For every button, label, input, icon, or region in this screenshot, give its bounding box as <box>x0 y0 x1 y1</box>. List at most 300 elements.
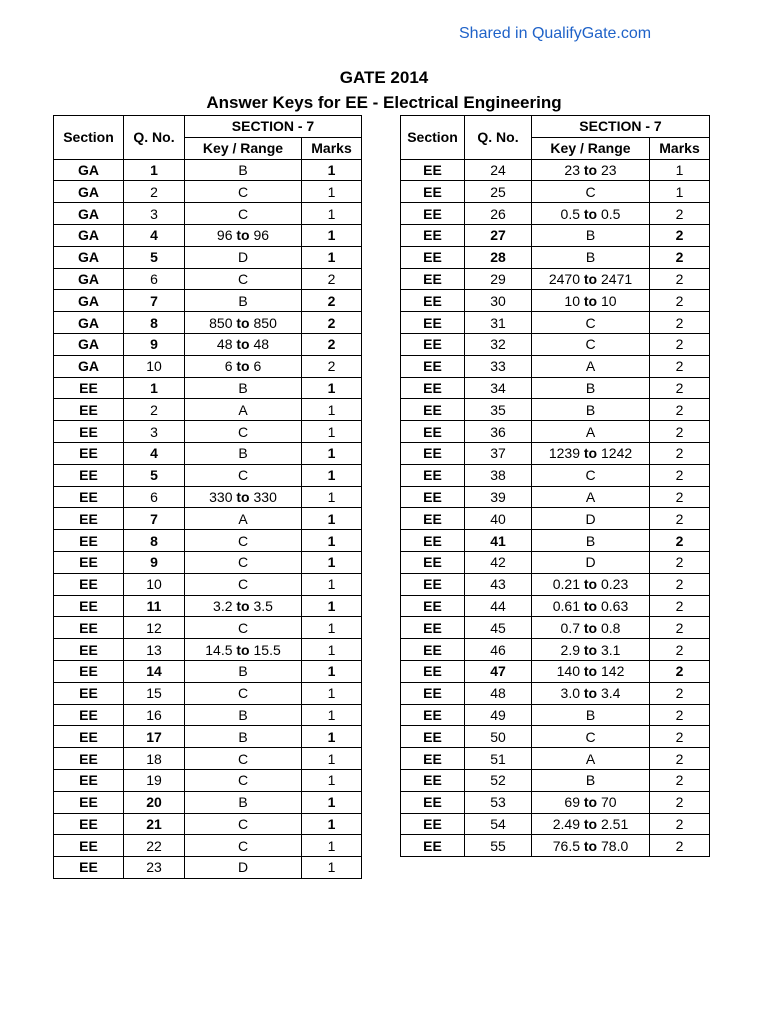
qno-cell: 14 <box>124 660 185 682</box>
qno-cell: 47 <box>465 660 532 682</box>
key-range-cell: C <box>185 530 302 552</box>
qno-cell: 24 <box>465 159 532 181</box>
key-range-cell: B <box>185 660 302 682</box>
answer-row <box>401 268 710 290</box>
marks-cell: 2 <box>302 333 362 355</box>
section-cell: EE <box>54 442 124 464</box>
answer-row <box>401 421 710 443</box>
answer-row <box>401 726 710 748</box>
section-cell: EE <box>401 290 465 312</box>
answer-row <box>401 290 710 312</box>
answer-row <box>54 704 362 726</box>
key-range-cell: 140 to 142 <box>532 660 650 682</box>
key-range-cell: 3.0 to 3.4 <box>532 682 650 704</box>
qno-cell: 25 <box>465 181 532 203</box>
marks-cell: 2 <box>650 421 710 443</box>
key-range-cell: C <box>185 748 302 770</box>
qno-cell: 43 <box>465 573 532 595</box>
qno-cell: 31 <box>465 312 532 334</box>
section-cell: EE <box>54 486 124 508</box>
section-cell: EE <box>401 224 465 246</box>
answer-row <box>54 791 362 813</box>
key-range-cell: 69 to 70 <box>532 791 650 813</box>
section-cell: GA <box>54 290 124 312</box>
answer-row <box>401 464 710 486</box>
answer-key-table-right <box>400 115 710 857</box>
marks-cell: 2 <box>650 464 710 486</box>
key-range-cell: B <box>532 246 650 268</box>
marks-cell: 1 <box>302 857 362 879</box>
marks-cell: 1 <box>650 181 710 203</box>
qno-cell: 20 <box>124 791 185 813</box>
qno-cell: 7 <box>124 508 185 530</box>
marks-cell: 1 <box>302 595 362 617</box>
key-range-cell: D <box>532 551 650 573</box>
marks-cell: 1 <box>302 573 362 595</box>
answer-row <box>54 857 362 879</box>
section-cell: GA <box>54 224 124 246</box>
qno-cell: 29 <box>465 268 532 290</box>
marks-cell: 2 <box>650 268 710 290</box>
section-cell: EE <box>54 617 124 639</box>
key-range-cell: 0.61 to 0.63 <box>532 595 650 617</box>
qno-cell: 6 <box>124 486 185 508</box>
key-range-cell: 850 to 850 <box>185 312 302 334</box>
qno-cell: 55 <box>465 835 532 857</box>
marks-cell: 2 <box>650 813 710 835</box>
qno-cell: 5 <box>124 246 185 268</box>
answer-row <box>54 442 362 464</box>
key-range-cell: C <box>185 769 302 791</box>
qno-cell: 39 <box>465 486 532 508</box>
answer-row <box>54 813 362 835</box>
marks-cell: 1 <box>302 203 362 225</box>
qno-cell: 9 <box>124 551 185 573</box>
marks-cell: 1 <box>302 421 362 443</box>
key-range-cell: A <box>532 355 650 377</box>
marks-cell: 2 <box>650 290 710 312</box>
marks-cell: 2 <box>302 290 362 312</box>
key-range-cell: B <box>185 377 302 399</box>
section-cell: EE <box>401 748 465 770</box>
section-cell: EE <box>401 573 465 595</box>
answer-row <box>54 769 362 791</box>
section-cell: EE <box>54 813 124 835</box>
qno-cell: 34 <box>465 377 532 399</box>
qno-cell: 5 <box>124 464 185 486</box>
section-cell: EE <box>54 551 124 573</box>
answer-row <box>54 508 362 530</box>
marks-cell: 2 <box>650 246 710 268</box>
key-range-cell: C <box>185 835 302 857</box>
section-cell: GA <box>54 181 124 203</box>
marks-cell: 1 <box>302 508 362 530</box>
qno-cell: 8 <box>124 312 185 334</box>
qno-cell: 35 <box>465 399 532 421</box>
section-cell: EE <box>54 835 124 857</box>
key-range-cell: 6 to 6 <box>185 355 302 377</box>
section-cell: EE <box>401 203 465 225</box>
answer-row <box>54 639 362 661</box>
header-marks: Marks <box>302 137 362 159</box>
key-range-cell: 76.5 to 78.0 <box>532 835 650 857</box>
qno-cell: 12 <box>124 617 185 639</box>
key-range-cell: B <box>532 399 650 421</box>
qno-cell: 2 <box>124 181 185 203</box>
marks-cell: 2 <box>650 224 710 246</box>
key-range-cell: 10 to 10 <box>532 290 650 312</box>
marks-cell: 2 <box>650 551 710 573</box>
answer-row <box>54 312 362 334</box>
key-range-cell: C <box>532 333 650 355</box>
answer-row <box>401 813 710 835</box>
section-cell: EE <box>54 464 124 486</box>
header-section-group: SECTION - 7 <box>185 116 362 138</box>
marks-cell: 2 <box>650 486 710 508</box>
marks-cell: 1 <box>302 246 362 268</box>
key-range-cell: 2.49 to 2.51 <box>532 813 650 835</box>
answer-row <box>54 595 362 617</box>
marks-cell: 1 <box>302 399 362 421</box>
marks-cell: 2 <box>650 203 710 225</box>
answer-row <box>401 639 710 661</box>
answer-key-body-left <box>54 159 362 878</box>
marks-cell: 2 <box>302 312 362 334</box>
key-range-cell: D <box>532 508 650 530</box>
qno-cell: 45 <box>465 617 532 639</box>
key-range-cell: D <box>185 246 302 268</box>
answer-row <box>54 159 362 181</box>
qno-cell: 49 <box>465 704 532 726</box>
qno-cell: 3 <box>124 421 185 443</box>
section-cell: EE <box>401 421 465 443</box>
key-range-cell: B <box>185 290 302 312</box>
qno-cell: 18 <box>124 748 185 770</box>
section-cell: EE <box>54 660 124 682</box>
qno-cell: 1 <box>124 159 185 181</box>
key-range-cell: A <box>532 486 650 508</box>
header-qno: Q. No. <box>465 116 532 160</box>
section-cell: EE <box>401 530 465 552</box>
key-range-cell: C <box>532 726 650 748</box>
marks-cell: 1 <box>302 704 362 726</box>
key-range-cell: 0.21 to 0.23 <box>532 573 650 595</box>
answer-row <box>54 203 362 225</box>
marks-cell: 1 <box>302 791 362 813</box>
key-range-cell: 3.2 to 3.5 <box>185 595 302 617</box>
qno-cell: 42 <box>465 551 532 573</box>
qno-cell: 37 <box>465 442 532 464</box>
section-cell: EE <box>401 617 465 639</box>
section-cell: EE <box>401 486 465 508</box>
answer-key-body-right <box>401 159 710 857</box>
key-range-cell: 96 to 96 <box>185 224 302 246</box>
qno-cell: 28 <box>465 246 532 268</box>
qno-cell: 27 <box>465 224 532 246</box>
section-cell: EE <box>54 769 124 791</box>
marks-cell: 2 <box>650 508 710 530</box>
key-range-cell: 2.9 to 3.1 <box>532 639 650 661</box>
key-range-cell: C <box>185 617 302 639</box>
qno-cell: 41 <box>465 530 532 552</box>
qno-cell: 54 <box>465 813 532 835</box>
qno-cell: 52 <box>465 769 532 791</box>
answer-row <box>401 835 710 857</box>
key-range-cell: 23 to 23 <box>532 159 650 181</box>
qno-cell: 15 <box>124 682 185 704</box>
marks-cell: 2 <box>650 530 710 552</box>
key-range-cell: B <box>532 704 650 726</box>
marks-cell: 1 <box>302 181 362 203</box>
key-range-cell: A <box>532 748 650 770</box>
marks-cell: 1 <box>650 159 710 181</box>
key-range-cell: C <box>185 421 302 443</box>
key-range-cell: C <box>185 682 302 704</box>
key-range-cell: 0.5 to 0.5 <box>532 203 650 225</box>
header-qno: Q. No. <box>124 116 185 160</box>
marks-cell: 1 <box>302 835 362 857</box>
qno-cell: 8 <box>124 530 185 552</box>
section-cell: EE <box>401 639 465 661</box>
key-range-cell: A <box>532 421 650 443</box>
section-cell: EE <box>401 181 465 203</box>
marks-cell: 1 <box>302 639 362 661</box>
qno-cell: 4 <box>124 442 185 464</box>
answer-row <box>401 333 710 355</box>
section-cell: EE <box>401 312 465 334</box>
answer-row <box>54 617 362 639</box>
key-range-cell: B <box>532 769 650 791</box>
qno-cell: 11 <box>124 595 185 617</box>
key-range-cell: B <box>532 377 650 399</box>
qno-cell: 53 <box>465 791 532 813</box>
marks-cell: 2 <box>650 377 710 399</box>
section-cell: EE <box>54 595 124 617</box>
answer-row <box>401 181 710 203</box>
section-cell: EE <box>401 508 465 530</box>
answer-row <box>401 595 710 617</box>
section-cell: EE <box>54 791 124 813</box>
section-cell: GA <box>54 333 124 355</box>
marks-cell: 1 <box>302 224 362 246</box>
section-cell: EE <box>54 748 124 770</box>
section-cell: EE <box>401 268 465 290</box>
key-range-cell: B <box>185 159 302 181</box>
marks-cell: 1 <box>302 813 362 835</box>
answer-row <box>54 290 362 312</box>
qno-cell: 17 <box>124 726 185 748</box>
answer-row <box>401 769 710 791</box>
key-range-cell: C <box>185 813 302 835</box>
qno-cell: 30 <box>465 290 532 312</box>
qno-cell: 51 <box>465 748 532 770</box>
answer-row <box>54 464 362 486</box>
key-range-cell: 330 to 330 <box>185 486 302 508</box>
answer-row <box>54 835 362 857</box>
key-range-cell: 0.7 to 0.8 <box>532 617 650 639</box>
key-range-cell: C <box>185 181 302 203</box>
qno-cell: 44 <box>465 595 532 617</box>
marks-cell: 2 <box>302 268 362 290</box>
section-cell: GA <box>54 246 124 268</box>
key-range-cell: B <box>532 224 650 246</box>
answer-key-table-left <box>53 115 362 879</box>
key-range-cell: C <box>532 181 650 203</box>
answer-row <box>401 442 710 464</box>
qno-cell: 4 <box>124 224 185 246</box>
marks-cell: 2 <box>650 333 710 355</box>
marks-cell: 2 <box>650 726 710 748</box>
answer-row <box>54 421 362 443</box>
section-cell: EE <box>54 639 124 661</box>
answer-row <box>54 355 362 377</box>
marks-cell: 2 <box>650 442 710 464</box>
answer-row <box>401 748 710 770</box>
qno-cell: 21 <box>124 813 185 835</box>
marks-cell: 2 <box>650 595 710 617</box>
answer-row <box>54 268 362 290</box>
marks-cell: 1 <box>302 660 362 682</box>
qno-cell: 13 <box>124 639 185 661</box>
qno-cell: 10 <box>124 355 185 377</box>
section-cell: GA <box>54 159 124 181</box>
key-range-cell: A <box>185 508 302 530</box>
answer-row <box>401 399 710 421</box>
section-cell: EE <box>54 682 124 704</box>
section-cell: EE <box>401 595 465 617</box>
key-range-cell: B <box>185 704 302 726</box>
qno-cell: 1 <box>124 377 185 399</box>
answer-row <box>401 377 710 399</box>
key-range-cell: B <box>532 530 650 552</box>
section-cell: EE <box>401 464 465 486</box>
qno-cell: 40 <box>465 508 532 530</box>
answer-row <box>54 399 362 421</box>
qno-cell: 26 <box>465 203 532 225</box>
qno-cell: 48 <box>465 682 532 704</box>
section-cell: GA <box>54 268 124 290</box>
qno-cell: 10 <box>124 573 185 595</box>
section-cell: GA <box>54 203 124 225</box>
answer-row <box>54 530 362 552</box>
section-cell: EE <box>54 508 124 530</box>
marks-cell: 2 <box>650 682 710 704</box>
key-range-cell: 1239 to 1242 <box>532 442 650 464</box>
qno-cell: 7 <box>124 290 185 312</box>
answer-row <box>401 573 710 595</box>
section-cell: EE <box>401 442 465 464</box>
section-cell: EE <box>54 704 124 726</box>
answer-row <box>54 573 362 595</box>
section-cell: EE <box>401 159 465 181</box>
key-range-cell: A <box>185 399 302 421</box>
answer-row <box>401 530 710 552</box>
key-range-cell: C <box>185 573 302 595</box>
marks-cell: 2 <box>650 704 710 726</box>
section-cell: EE <box>401 399 465 421</box>
marks-cell: 2 <box>650 399 710 421</box>
marks-cell: 2 <box>650 617 710 639</box>
section-cell: EE <box>401 704 465 726</box>
key-range-cell: B <box>185 726 302 748</box>
header-key-range: Key / Range <box>532 137 650 159</box>
marks-cell: 1 <box>302 442 362 464</box>
answer-row <box>54 748 362 770</box>
qno-cell: 6 <box>124 268 185 290</box>
answer-row <box>401 159 710 181</box>
key-range-cell: C <box>185 203 302 225</box>
section-cell: EE <box>401 660 465 682</box>
marks-cell: 2 <box>650 355 710 377</box>
key-range-cell: C <box>185 551 302 573</box>
section-cell: EE <box>401 333 465 355</box>
section-cell: EE <box>54 399 124 421</box>
answer-row <box>54 181 362 203</box>
section-cell: GA <box>54 312 124 334</box>
key-range-cell: C <box>532 312 650 334</box>
marks-cell: 2 <box>650 660 710 682</box>
qno-cell: 46 <box>465 639 532 661</box>
qno-cell: 2 <box>124 399 185 421</box>
answer-row <box>401 682 710 704</box>
section-cell: EE <box>401 377 465 399</box>
section-cell: EE <box>401 726 465 748</box>
section-cell: EE <box>401 682 465 704</box>
answer-row <box>401 791 710 813</box>
marks-cell: 1 <box>302 726 362 748</box>
section-cell: EE <box>401 813 465 835</box>
answer-row <box>54 726 362 748</box>
shared-in-qualifygate-link[interactable]: Shared in QualifyGate.com <box>459 25 652 42</box>
qno-cell: 23 <box>124 857 185 879</box>
marks-cell: 2 <box>650 312 710 334</box>
marks-cell: 1 <box>302 464 362 486</box>
section-cell: EE <box>54 377 124 399</box>
answer-row <box>401 617 710 639</box>
section-cell: EE <box>54 421 124 443</box>
section-cell: EE <box>54 857 124 879</box>
marks-cell: 2 <box>302 355 362 377</box>
section-cell: EE <box>54 573 124 595</box>
qno-cell: 36 <box>465 421 532 443</box>
marks-cell: 1 <box>302 682 362 704</box>
answer-row <box>401 246 710 268</box>
key-range-cell: C <box>185 268 302 290</box>
marks-cell: 2 <box>650 769 710 791</box>
header-section: Section <box>54 116 124 160</box>
marks-cell: 1 <box>302 486 362 508</box>
marks-cell: 1 <box>302 377 362 399</box>
header-section: Section <box>401 116 465 160</box>
header-key-range: Key / Range <box>185 137 302 159</box>
marks-cell: 2 <box>650 639 710 661</box>
section-cell: GA <box>54 355 124 377</box>
qno-cell: 16 <box>124 704 185 726</box>
answer-row <box>54 224 362 246</box>
qno-cell: 22 <box>124 835 185 857</box>
qno-cell: 50 <box>465 726 532 748</box>
answer-row <box>401 355 710 377</box>
section-cell: EE <box>401 791 465 813</box>
key-range-cell: 14.5 to 15.5 <box>185 639 302 661</box>
marks-cell: 1 <box>302 530 362 552</box>
answer-row <box>401 704 710 726</box>
answer-row <box>54 682 362 704</box>
key-range-cell: B <box>185 791 302 813</box>
answer-row <box>54 377 362 399</box>
marks-cell: 2 <box>650 835 710 857</box>
qno-cell: 3 <box>124 203 185 225</box>
